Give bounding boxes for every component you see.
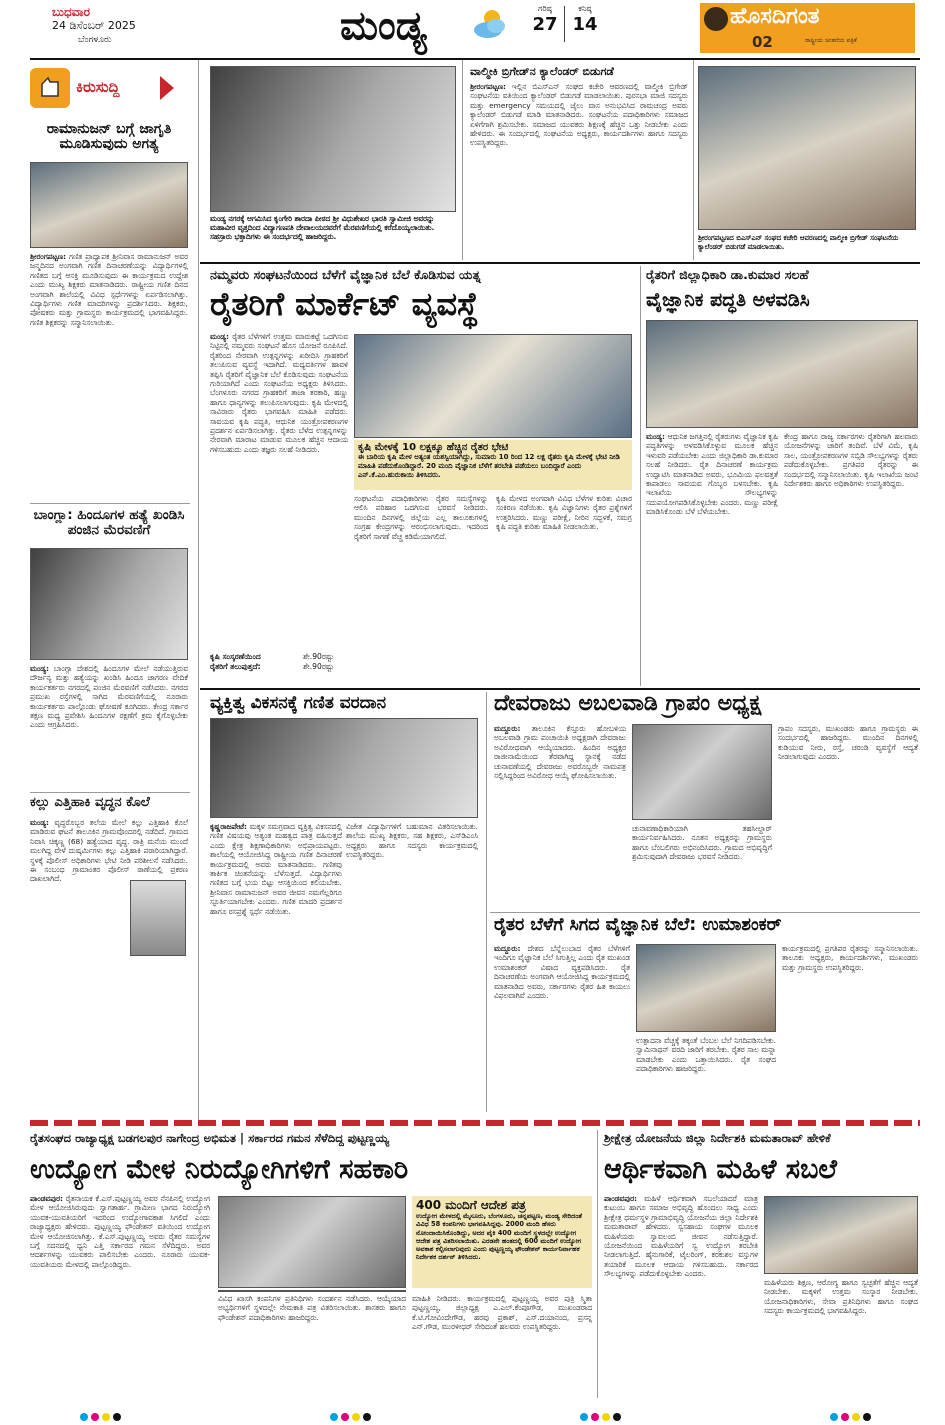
lead-kicker: ನಮ್ಮವರು ಸಂಘಟನೆಯಿಂದ ಬೆಳೆಗೆ ವೈಜ್ಞಾನಿಕ ಬೆಲೆ ಕೊಡಿಸುವ ಯತ್ನ: [210, 267, 481, 282]
sabale-body-col1: ಪಾಂಡವಪುರ: ಮಹಿಳೆ ಆರ್ಥಿಕವಾಗಿ ಸಬಲೆಯಾದರೆ ಮಾತ್ರ ಕುಟುಂಬ ಹಾಗೂ ಸಮಾಜ ಅಭಿವೃದ್ಧಿ ಹೊಂದಲು ಸಾಧ್ಯ ಎಂದು ಶ್ರೀಕ್ಷೇತ್ರ ಧರ್ಮಸ್ಥಳ ಗ್ರಾಮಾಭಿವೃದ್ಧಿ ಯೋಜನೆಯ ಜಿಲ್ಲಾ ನಿರ್ದೇಶಕಿ ಮಮತಾರಾವ್ ಹೇಳಿದರು. ಸ್ವಸಹಾಯ ಸಂಘಗಳ ಮೂಲಕ ಮಹಿಳೆಯರು ಸ್ವಾವಲಂಬಿ ಜೀವನ ನಡೆಸುತ್ತಿದ್ದಾರೆ. ಯೋಜನೆಯಿಂದ ಮಹಿಳೆಯರಿಗೆ ಸ್ವ ಉದ್ಯೋಗ ತರಬೇತಿ ನೀಡಲಾಗುತ್ತಿದೆ. ಹೈನುಗಾರಿಕೆ, ಟೈಲರಿಂಗ್, ಕರಕುಶಲ ವಸ್ತುಗಳ ತಯಾರಿಕೆ ಮೂಲಕ ಆದಾಯ ಗಳಿಸಬಹುದು. ಸರ್ಕಾರದ ಸೌಲಭ್ಯಗಳನ್ನು ಪಡೆದುಕೊಳ್ಳಬೇಕು ಎಂದರು.: [604, 1194, 758, 1279]
lead-body-col1: ಮಂಡ್ಯ: ರೈತರ ಬೆಳೆಗಳಿಗೆ ಉತ್ತಮ ಮಾರುಕಟ್ಟೆ ಒದಗಿಸುವ ನಿಟ್ಟಿನಲ್ಲಿ ನಮ್ಮವರು ಸಂಘಟನೆ ಹೊಸ ಯೋಜನೆ ರೂಪಿಸಿದೆ. ರೈತರಿಂದ ನೇರವಾಗಿ ಉತ್ಪನ್ನಗಳನ್ನು ಖರೀದಿಸಿ ಗ್ರಾಹಕರಿಗೆ ತಲುಪಿಸುವ ವ್ಯವಸ್ಥೆ ಇದಾಗಿದೆ. ಮಧ್ಯವರ್ತಿಗಳ ಹಾವಳಿ ತಪ್ಪಿಸಿ ರೈತರಿಗೆ ವೈಜ್ಞಾನಿಕ ಬೆಲೆ ಕೊಡಿಸುವುದು ಸಂಘಟನೆಯ ಗುರಿಯಾಗಿದೆ ಎಂದು ಸಂಘಟನೆಯ ಅಧ್ಯಕ್ಷರು ತಿಳಿಸಿದರು. ಬೆಂಗಳೂರು ನಗರದ ಗ್ರಾಹಕರಿಗೆ ತಾಜಾ ತರಕಾರಿ, ಹಣ್ಣು ಹಾಗೂ ಧಾನ್ಯಗಳನ್ನು ತಲುಪಿಸಲಾಗುವುದು. ಕೃಷಿ ಮೇಳದಲ್ಲಿ ಸಾವಿರಾರು ರೈತರು ಭಾಗವಹಿಸಿ ಮಾಹಿತಿ ಪಡೆದರು. ಸಾವಯವ ಕೃಷಿ ಪದ್ಧತಿ, ಆಧುನಿಕ ಯಂತ್ರೋಪಕರಣಗಳ ಪ್ರದರ್ಶನ ಏರ್ಪಡಿಸಲಾಗಿತ್ತು. ರೈತರು ಬೆಳೆದ ಉತ್ಪನ್ನಗಳನ್ನು ನೇರವಾಗಿ ಮಾರಾಟ ಮಾಡುವ ಮೂಲಕ ಹೆಚ್ಚಿನ ಆದಾಯ ಗಳಿಸಬಹುದು ಎಂದು ತಜ್ಞರು ಸಲಹೆ ನೀಡಿದರು.: [210, 332, 348, 454]
dc-headline: ವೈಜ್ಞಾನಿಕ ಪದ್ಧತಿ ಅಳವಡಿಸಿ: [646, 289, 810, 311]
arrow-icon: [160, 76, 174, 100]
sidebar-story3-headline: ಕಲ್ಲು ಎತ್ತಿಹಾಕಿ ವೃದ್ಧನ ಕೊಲೆ: [30, 795, 150, 810]
section-divider: [30, 1120, 920, 1126]
sabale-body-col2: ಮಹಿಳೆಯರು ಶಿಕ್ಷಣ, ಆರೋಗ್ಯ ಹಾಗೂ ಸ್ವಚ್ಛತೆಗೆ ಹೆಚ್ಚಿನ ಆದ್ಯತೆ ನೀಡಬೇಕು. ಮಕ್ಕಳಿಗೆ ಉತ್ತಮ ಸಂಸ್ಕಾರ ನೀಡಬೇಕು. ಯೋಜನಾಧಿಕಾರಿಗಳು, ಸೇವಾ ಪ್ರತಿನಿಧಿಗಳು ಹಾಗೂ ಸಂಘದ ಸದಸ್ಯರು ಕಾರ್ಯಕ್ರಮದಲ್ಲಿ ಭಾಗವಹಿಸಿದ್ದರು.: [764, 1278, 918, 1316]
lead-body-col2: ಸಂಘಟನೆಯ ಪದಾಧಿಕಾರಿಗಳು ರೈತರ ಸಮಸ್ಯೆಗಳನ್ನು ಆಲಿಸಿ ಪರಿಹಾರ ಒದಗಿಸುವ ಭರವಸೆ ನೀಡಿದರು. ಮುಂದಿನ ದಿನಗಳಲ್ಲಿ ಜಿಲ್ಲೆಯ ಎಲ್ಲ ತಾಲೂಕುಗಳಲ್ಲಿ ಸಂಗ್ರಹ ಕೇಂದ್ರಗಳನ್ನು ಆರಂಭಿಸಲಾಗುವುದು. ಇದರಿಂದ ರೈತರಿಗೆ ಸಾಗಣೆ ವೆಚ್ಚ ಕಡಿಮೆಯಾಗಲಿದೆ.: [354, 494, 488, 541]
udyoga-body-col2: ವಿವಿಧ ಖಾಸಗಿ ಕಂಪನಿಗಳ ಪ್ರತಿನಿಧಿಗಳು ಸಂದರ್ಶನ ನಡೆಸಿದರು. ಆಯ್ಕೆಯಾದ ಅಭ್ಯರ್ಥಿಗಳಿಗೆ ಸ್ಥಳದಲ್ಲೇ ನೇಮಕಾತಿ ಪತ್ರ ವಿತರಿಸಲಾಯಿತು. ಶಾಸಕರು ಹಾಗೂ ಫೌಂಡೇಶನ್ ಪದಾಧಿಕಾರಿಗಳು ಹಾಜರಿದ್ದರು.: [218, 1294, 406, 1322]
lead-box-title: ಕೃಷಿ ಮೇಳಕ್ಕೆ 10 ಲಕ್ಷಕ್ಕೂ ಹೆಚ್ಚಿನ ರೈತರ ಭೇಟಿ: [358, 442, 509, 453]
lead-highlight-box: [354, 440, 632, 490]
sidebar-story3-body-a: ಮಂಡ್ಯ: ವೃದ್ಧರೊಬ್ಬರ ತಲೆಯ ಮೇಲೆ ಕಲ್ಲು ಎತ್ತಿಹಾಕಿ ಕೊಲೆ ಮಾಡಿರುವ ಘಟನೆ ತಾಲೂಕಿನ ಗ್ರಾಮವೊಂದರಲ್ಲಿ ನಡೆದಿದೆ. ಗ್ರಾಮದ ನಿವಾಸಿ ಚಿಕ್ಕಣ್ಣ (68) ಹತ್ಯೆಯಾದ ವೃದ್ಧ. ರಾತ್ರಿ ಮನೆಯ ಮುಂದೆ ಮಲಗಿದ್ದ ವೇಳೆ ದುಷ್ಕರ್ಮಿಗಳು ಕಲ್ಲು ಎತ್ತಿಹಾಕಿ ಪರಾರಿಯಾಗಿದ್ದಾರೆ. ಸ್ಥಳಕ್ಕೆ ಪೊಲೀಸ್ ಅಧಿಕಾರಿಗಳು ಭೇಟಿ ನೀಡಿ ಪರಿಶೀಲನೆ ನಡೆಸಿದರು. ಈ ಸಂಬಂಧ ಗ್ರಾಮಾಂತರ ಪೊಲೀಸ್ ಠಾಣೆಯಲ್ಲಿ ಪ್ರಕರಣ ದಾಖಲಾಗಿದೆ.: [30, 818, 188, 884]
devaraju-body-col2: ಚುನಾವಣಾಧಿಕಾರಿಯಾಗಿ ತಹಸೀಲ್ದಾರ್ ಕಾರ್ಯನಿರ್ವಹಿಸಿದರು. ನೂತನ ಅಧ್ಯಕ್ಷರನ್ನು ಗ್ರಾಮಸ್ಥರು ಹಾಗೂ ಬೆಂಬಲಿಗರು ಅಭಿನಂದಿಸಿದರು. ಗ್ರಾಮದ ಅಭಿವೃದ್ಧಿಗೆ ಶ್ರಮಿಸುವುದಾಗಿ ದೇವರಾಜು ಭರವಸೆ ನೀಡಿದರು.: [632, 824, 772, 862]
udyoga-body-col3: ಮಾಹಿತಿ ನೀಡಿದರು. ಕಾರ್ಯಕ್ರಮದಲ್ಲಿ ಪುಟ್ಟಣ್ಣಯ್ಯ ಅವರ ಪುತ್ರಿ ಸ್ಮಿತಾ ಪುಟ್ಟಣ್ಣಯ್ಯ, ಜಿಲ್ಲಾಧ್ಯಕ್ಷ ಎ.ಎಲ್.ಕೆಂಪೂಗೌಡ, ಮುಖಂಡರಾದ ಕೆ.ಟಿ.ಗೋವಿಂದೇಗೌಡ, ಹರವು ಪ್ರಕಾಶ್, ಎಸ್.ದಯಾನಂದ, ಪ್ರಸನ್ನ ಎನ್.ಗೌಡ, ಮುರಳೀಧರ್ ಸೇರಿದಂತೆ ಹಲವರು ಉಪಸ್ಥಿತರಿದ್ದರು.: [412, 1294, 592, 1332]
uma-photo: [636, 944, 776, 1032]
page-number: 02: [752, 33, 773, 51]
brand-name: ಹೊಸದಿಗಂತ: [730, 4, 820, 29]
devaraju-body-col3: ಗ್ರಾಪಂ ಸದಸ್ಯರು, ಮುಖಂಡರು ಹಾಗೂ ಗ್ರಾಮಸ್ಥರು ಈ ಸಂದರ್ಭದಲ್ಲಿ ಹಾಜರಿದ್ದರು. ಮುಂದಿನ ದಿನಗಳಲ್ಲಿ ಕುಡಿಯುವ ನೀರು, ರಸ್ತೆ, ಚರಂಡಿ ವ್ಯವಸ್ಥೆಗೆ ಆದ್ಯತೆ ನೀಡಲಾಗುವುದು ಎಂದರು.: [778, 724, 918, 762]
uma-headline: ರೈತರ ಬೆಳೆಗೆ ಸಿಗದ ವೈಜ್ಞಾನಿಕ ಬೆಲೆ: ಉಮಾಶಂಕರ್: [494, 915, 782, 935]
weather-max: ಗರಿಷ್ಠ 27: [532, 4, 558, 35]
sidebar-story2-body: ಮಂಡ್ಯ: ಬಾಂಗ್ಲಾ ದೇಶದಲ್ಲಿ ಹಿಂದೂಗಳ ಮೇಲೆ ನಡೆಯುತ್ತಿರುವ ದೌರ್ಜನ್ಯ ಮತ್ತು ಹತ್ಯೆಯನ್ನು ಖಂಡಿಸಿ ಹಿಂದೂ ಜಾಗರಣ ವೇದಿಕೆ ಕಾರ್ಯಕರ್ತರು ನಗರದಲ್ಲಿ ಪಂಜಿನ ಮೆರವಣಿಗೆ ನಡೆಸಿದರು. ನಗರದ ಪ್ರಮುಖ ರಸ್ತೆಗಳಲ್ಲಿ ಸಾಗಿದ ಮೆರವಣಿಗೆಯಲ್ಲಿ ನೂರಾರು ಕಾರ್ಯಕರ್ತರು ಪಾಲ್ಗೊಂಡು ಘೋಷಣೆ ಕೂಗಿದರು. ಕೇಂದ್ರ ಸರ್ಕಾರ ತಕ್ಷಣ ಮಧ್ಯ ಪ್ರವೇಶಿಸಿ ಹಿಂದೂಗಳ ರಕ್ಷಣೆಗೆ ಕ್ರಮ ಕೈಗೊಳ್ಳಬೇಕು ಎಂದು ಆಗ್ರಹಿಸಿದರು.: [30, 664, 188, 730]
sidebar-story3-photo: [130, 880, 186, 956]
udyoga-box-body: ಉದ್ಯೋಗ ಮೇಳದಲ್ಲಿ ಮೈಸೂರು, ಬೆಂಗಳೂರು, ಚನ್ನಪಟ್ಟಣ, ಮಂಡ್ಯ ಸೇರಿದಂತೆ ವಿವಿಧ 58 ಕಂಪನಿಗಳು ಭಾಗವಹಿಸಿದ್ದವು. 2000 ಮಂದಿ ಹೆಸರು ನೋಂದಾಯಿಸಿಕೊಂಡಿದ್ದು, ಅದರ ಪೈಕಿ 400 ಮಂದಿಗೆ ಸ್ಥಳದಲ್ಲೇ ಉದ್ಯೋಗ ಆದೇಶ ಪತ್ರ ವಿತರಿಸಲಾಯಿತು. ಎರಡನೇ ಹಂತದಲ್ಲಿ 600 ಮಂದಿಗೆ ಉದ್ಯೋಗ ಅವಕಾಶ ಕಲ್ಪಿಸಲಾಗುವುದು ಎಂದು ಪುಟ್ಟಣ್ಣಯ್ಯ ಫೌಂಡೇಶನ್ ಕಾರ್ಯನಿರ್ವಾಹಕ ನಿರ್ದೇಶಕ ದರ್ಶನ್ ತಿಳಿಸಿದರು.: [416, 1212, 583, 1262]
udyoga-headline: ಉದ್ಯೋಗ ಮೇಳ ನಿರುದ್ಯೋಗಿಗಳಿಗೆ ಸಹಕಾರಿ: [30, 1154, 409, 1185]
ganitha-headline: ವ್ಯಕ್ತಿತ್ವ ವಿಕಸನಕ್ಕೆ ಗಣಿತ ವರದಾನ: [210, 693, 387, 713]
lead-headline: ರೈತರಿಗೆ ಮಾರ್ಕೆಟ್ ವ್ಯವಸ್ಥೆ: [210, 285, 479, 323]
hand-icon: [30, 68, 70, 108]
devaraju-photo: [632, 724, 772, 820]
lead-stats-row: ರೈತರಿಗೆ ತಲುಪುತ್ತದೆ: ಶೇ.90ರಷ್ಟು: [210, 662, 334, 671]
masthead-city: ಬೆಂಗಳೂರು: [78, 35, 112, 45]
udyoga-highlight-box: [412, 1196, 592, 1288]
dc-body-col2: ಕೇಂದ್ರ ಹಾಗೂ ರಾಜ್ಯ ಸರ್ಕಾರಗಳು ರೈತರಿಗಾಗಿ ಹಲವಾರು ಯೋಜನೆಗಳನ್ನು ಜಾರಿಗೆ ತಂದಿವೆ. ಬೆಳೆ ವಿಮೆ, ಕೃಷಿ ಸಾಲ, ಯಂತ್ರೋಪಕರಣಗಳ ಸಬ್ಸಿಡಿ ಸೌಲಭ್ಯಗಳನ್ನು ರೈತರು ಪಡೆದುಕೊಳ್ಳಬೇಕು. ಪ್ರಗತಿಪರ ರೈತರನ್ನು ಈ ಸಂದರ್ಭದಲ್ಲಿ ಸನ್ಮಾನಿಸಲಾಯಿತು. ಕೃಷಿ ಇಲಾಖೆಯ ಜಂಟಿ ನಿರ್ದೇಶಕರು ಹಾಗೂ ಅಧಿಕಾರಿಗಳು ಉಪಸ್ಥಿತರಿದ್ದರು.: [784, 432, 918, 489]
brand-emblem-icon: [704, 7, 728, 31]
top-procession-caption: ಮಂಡ್ಯ ನಗರಕ್ಕೆ ಆಗಮಿಸಿದ ಕೃಂಗೇರಿ ಶಾರದಾ ಪೀಠದ ಶ್ರೀ ವಿಧುಶೇಖರ ಭಾರತಿ ಸ್ವಾಮೀಜಿ ಅವರನ್ನು ಮಹಾವೀರ ವೃತ್ತದಿಂದ ವಿದ್ಯಾಗಣಪತಿ ದೇವಾಲಯದವರೆಗೆ ಮೆರವಣಿಗೆಯಲ್ಲಿ ಕರೆದೊಯ್ಯಲಾಯಿತು. ಸಹಸ್ರಾರು ಭಕ್ತಾದಿಗಳು ಈ ಸಂದರ್ಭದಲ್ಲಿ ಹಾಜರಿದ್ದರು.: [210, 214, 435, 241]
uma-body-col1: ಮದ್ದೂರು: ದೇಶದ ಬೆನ್ನೆಲುಬಾದ ರೈತರ ಬೆಳೆಗಳಿಗೆ ಇಂದಿಗೂ ವೈಜ್ಞಾನಿಕ ಬೆಲೆ ಸಿಗುತ್ತಿಲ್ಲ ಎಂದು ರೈತ ಮುಖಂಡ ಉಮಾಶಂಕರ್ ವಿಷಾದ ವ್ಯಕ್ತಪಡಿಸಿದರು. ರೈತ ದಿನಾಚರಣೆಯ ಅಂಗವಾಗಿ ಆಯೋಜಿಸಿದ್ದ ಕಾರ್ಯಕ್ರಮದಲ್ಲಿ ಮಾತನಾಡಿದ ಅವರು, ಸರ್ಕಾರಗಳು ರೈತರ ಹಿತ ಕಾಯಲು ವಿಫಲವಾಗಿವೆ ಎಂದರು.: [494, 944, 630, 1001]
registration-marks: [80, 1406, 124, 1425]
masthead-date-block: [52, 6, 202, 47]
sidebar-story1-photo: [30, 162, 188, 248]
registration-marks: [580, 1406, 624, 1425]
calendar-headline: ವಾಲ್ಮೀಕಿ ಬ್ರಿಗೇಡ್‌ನ ಕ್ಯಾಲೆಂಡರ್ ಬಿಡುಗಡೆ: [470, 65, 614, 78]
devaraju-headline: ದೇವರಾಜು ಅಬಲವಾಡಿ ಗ್ರಾಪಂ ಅಧ್ಯಕ್ಷ: [494, 691, 762, 716]
sabale-photo: [764, 1196, 918, 1274]
uma-body-col2: ಉತ್ಪಾದನಾ ವೆಚ್ಚಕ್ಕೆ ತಕ್ಕಂತೆ ಬೆಂಬಲ ಬೆಲೆ ನಿಗದಿಪಡಿಸಬೇಕು. ಸ್ವಾಮಿನಾಥನ್ ವರದಿ ಜಾರಿಗೆ ತರಬೇಕು. ರೈತರ ಸಾಲ ಮನ್ನಾ ಮಾಡಬೇಕು ಎಂದು ಒತ್ತಾಯಿಸಿದರು. ರೈತ ಸಂಘದ ಪದಾಧಿಕಾರಿಗಳು ಹಾಜರಿದ್ದರು.: [636, 1036, 776, 1074]
uma-body-col3: ಕಾರ್ಯಕ್ರಮದಲ್ಲಿ ಪ್ರಗತಿಪರ ರೈತರನ್ನು ಸನ್ಮಾನಿಸಲಾಯಿತು. ತಾಲೂಕು ಅಧ್ಯಕ್ಷರು, ಕಾರ್ಯದರ್ಶಿಗಳು, ಮುಖಂಡರು ಮತ್ತು ಗ್ರಾಮಸ್ಥರು ಉಪಸ್ಥಿತರಿದ್ದರು.: [782, 944, 918, 972]
lead-photo: [354, 334, 632, 438]
dc-kicker: ರೈತರಿಗೆ ಜಿಲ್ಲಾಧಿಕಾರಿ ಡಾ.ಕುಮಾರ ಸಲಹೆ: [646, 267, 809, 282]
weather-icon: [470, 4, 510, 44]
udyoga-body-col1: ಪಾಂಡವಪುರ: ರೈತನಾಯಕ ಕೆ.ಎಸ್.ಪುಟ್ಟಣ್ಣಯ್ಯ ಅವರ ನೆನಪಿನಲ್ಲಿ ಉದ್ಯೋಗ ಮೇಳ ಆಯೋಜಿಸಿರುವುದು ಸ್ವಾಗತಾರ್ಹ. ಗ್ರಾಮೀಣ ಭಾಗದ ನಿರುದ್ಯೋಗಿ ಯುವಕ-ಯುವತಿಯರಿಗೆ ಇದರಿಂದ ಉದ್ಯೋಗಾವಕಾಶ ಸಿಗಲಿದೆ ಎಂದು ರಾಜ್ಯಾಧ್ಯಕ್ಷರು ಹೇಳಿದರು. ಪುಟ್ಟಣ್ಣಯ್ಯ ಫೌಂಡೇಶನ್ ವತಿಯಿಂದ ಉದ್ಯೋಗ ಮೇಳ ಆಯೋಜಿಸಲಾಗಿತ್ತು. ಕೆ.ಎಸ್.ಪುಟ್ಟಣ್ಣಯ್ಯ ಅವರು ರೈತರ ಸಮಸ್ಯೆಗಳ ಬಗ್ಗೆ ಸದನದಲ್ಲಿ ಧ್ವನಿ ಎತ್ತಿ ಸರ್ಕಾರದ ಗಮನ ಸೆಳೆದಿದ್ದರು. ಅವರ ಆದರ್ಶಗಳನ್ನು ಯುವಕರು ಪಾಲಿಸಬೇಕು ಎಂದರು. ನೂರಾರು ಯುವಕ-ಯುವತಿಯರು ಮೇಳದಲ್ಲಿ ಪಾಲ್ಗೊಂಡಿದ್ದರು.: [30, 1194, 210, 1269]
brand-logo: [700, 3, 915, 53]
ganitha-body-col2: ವಿಜೇತ ವಿದ್ಯಾರ್ಥಿಗಳಿಗೆ ಬಹುಮಾನ ವಿತರಿಸಲಾಯಿತು. ಶಾಲೆಯ ಮುಖ್ಯ ಶಿಕ್ಷಕರು, ಸಹ ಶಿಕ್ಷಕರು, ಎಸ್‌ಡಿಎಂಸಿ ಅಧ್ಯಕ್ಷರು ಹಾಗೂ ಸದಸ್ಯರು ಕಾರ್ಯಕ್ರಮದಲ್ಲಿ ಉಪಸ್ಥಿತರಿದ್ದರು.: [346, 822, 478, 860]
devaraju-body-col1: ಮದ್ದೂರು: ತಾಲೂಕಿನ ಕೆಸ್ತೂರು ಹೋಬಳಿಯ ಅಬಲವಾಡಿ ಗ್ರಾಮ ಪಂಚಾಯಿತಿ ಅಧ್ಯಕ್ಷರಾಗಿ ದೇವರಾಜು ಅವಿರೋಧವಾಗಿ ಆಯ್ಕೆಯಾದರು. ಹಿಂದಿನ ಅಧ್ಯಕ್ಷರ ರಾಜೀನಾಮೆಯಿಂದ ತೆರವಾಗಿದ್ದ ಸ್ಥಾನಕ್ಕೆ ನಡೆದ ಚುನಾವಣೆಯಲ್ಲಿ ದೇವರಾಜು ಅವರೊಬ್ಬರೇ ನಾಮಪತ್ರ ಸಲ್ಲಿಸಿದ್ದರಿಂದ ಅವಿರೋಧ ಆಯ್ಕೆ ಘೋಷಿಸಲಾಯಿತು.: [494, 724, 626, 781]
top-procession-photo: [210, 66, 456, 212]
calendar-body: ಶ್ರೀರಂಗಪಟ್ಟಣ: ಇಲ್ಲಿನ ಬಿಎಸ್‌ಎನ್ ಸಂಘದ ಕಚೇರಿ ಆವರಣದಲ್ಲಿ ವಾಲ್ಮೀಕಿ ಬ್ರಿಗೇಡ್ ಸಂಘಟನೆಯ ವತಿಯಿಂದ ಕ್ಯಾಲೆಂಡರ್ ಬಿಡುಗಡೆ ಮಾಡಲಾಯಿತು. ಪುರಸಭಾ ಮಾಜಿ ಸದಸ್ಯರು ಮತ್ತು emergency ಸಮಯದಲ್ಲಿ ಜೈಲು ವಾಸ ಅನುಭವಿಸಿದ ರಾಮಚಂದ್ರ ಅವರು ಕ್ಯಾಲೆಂಡರ್ ಬಿಡುಗಡೆ ಮಾಡಿ ಮಾತನಾಡಿದರು. ಸಂಘಟನೆಯ ಪದಾಧಿಕಾರಿಗಳು ಸಮಾಜದ ಏಳಿಗೆಗಾಗಿ ಶ್ರಮಿಸಬೇಕು. ಸಮಾಜದ ಯುವಕರು ಶಿಕ್ಷಣಕ್ಕೆ ಹೆಚ್ಚಿನ ಒತ್ತು ನೀಡಬೇಕು ಎಂದು ಹೇಳಿದರು. ಈ ಸಂದರ್ಭದಲ್ಲಿ ಸಂಘಟನೆಯ ಅಧ್ಯಕ್ಷರು, ಕಾರ್ಯದರ್ಶಿಗಳು ಹಾಗೂ ಸದಸ್ಯರು ಉಪಸ್ಥಿತರಿದ್ದರು.: [470, 82, 688, 148]
sabale-headline: ಆರ್ಥಿಕವಾಗಿ ಮಹಿಳೆ ಸಬಲೆ: [604, 1154, 837, 1185]
udyoga-box-title: 400 ಮಂದಿಗೆ ಆದೇಶ ಪತ್ರ: [416, 1198, 526, 1212]
registration-marks: [830, 1406, 874, 1425]
sidebar-story1-body: ಶ್ರೀರಂಗಪಟ್ಟಣ: ಗಣಿತ ಪ್ರಾಧ್ಯಾಪಕ ಶ್ರೀನಿವಾಸ ರಾಮಾನುಜನ್ ಅವರ ಜನ್ಮದಿನದ ಅಂಗವಾಗಿ ಗಣಿತ ದಿನಾಚರಣೆಯನ್ನು ವಿದ್ಯಾರ್ಥಿಗಳಲ್ಲಿ ಗಣಿತದ ಬಗ್ಗೆ ಆಸಕ್ತಿ ಮೂಡಿಸುವುದು ಈ ಕಾರ್ಯಕ್ರಮದ ಉದ್ದೇಶ ಎಂದು ಮುಖ್ಯ ಶಿಕ್ಷಕರು ಮಾತನಾಡಿದರು. ರಾಷ್ಟ್ರೀಯ ಗಣಿತ ದಿನದ ಅಂಗವಾಗಿ ಶಾಲೆಯಲ್ಲಿ ವಿವಿಧ ಸ್ಪರ್ಧೆಗಳನ್ನು ಏರ್ಪಡಿಸಲಾಗಿತ್ತು. ವಿದ್ಯಾರ್ಥಿಗಳು ಗಣಿತ ಮಾದರಿಗಳನ್ನು ಪ್ರದರ್ಶಿಸಿದರು. ಶಿಕ್ಷಕರು, ಪೋಷಕರು ಮತ್ತು ಗ್ರಾಮಸ್ಥರು ಕಾರ್ಯಕ್ರಮದಲ್ಲಿ ಭಾಗವಹಿಸಿದ್ದರು. ಗಣಿತ ಶಿಕ್ಷಕರನ್ನು ಸನ್ಮಾನಿಸಲಾಯಿತು.: [30, 252, 188, 327]
lead-stats-row: ಕೃಷಿ ಸಂಸ್ಕರಣೆಯಿಂದ ಶೇ.90ರಷ್ಟು: [210, 652, 335, 661]
calendar-photo: [698, 66, 916, 230]
dateline: ಶ್ರೀರಂಗಪಟ್ಟಣ:: [30, 252, 66, 261]
dc-photo: [646, 320, 918, 428]
sidebar-story2-photo: [30, 548, 188, 660]
page-title: ಮಂಡ್ಯ: [340, 3, 427, 49]
ganitha-photo: [210, 718, 478, 818]
sidebar-story1-headline: ರಾಮಾನುಜನ್ ಬಗ್ಗೆ ಜಾಗೃತಿ ಮೂಡಿಸುವುದು ಅಗತ್ಯ: [46, 121, 172, 153]
udyoga-kicker: ರೈತಸಂಘದ ರಾಜ್ಯಾಧ್ಯಕ್ಷ ಬಡಗಲಪುರ ನಾಗೇಂದ್ರ ಅಭಿಮತ | ಸರ್ಕಾರದ ಗಮನ ಸೆಳೆದಿದ್ದ ಪುಟ್ಟಣ್ಣಯ್ಯ: [30, 1131, 390, 1145]
ganitha-body-col1: ಕೃಷ್ಣರಾಜಪೇಟೆ: ಮಕ್ಕಳ ಸಮಗ್ರವಾದ ವ್ಯಕ್ತಿತ್ವ ವಿಕಸನದಲ್ಲಿ ಗಣಿತ ವಿಷಯವು ಅತ್ಯಂತ ಮಹತ್ವದ ಪಾತ್ರ ವಹಿಸುತ್ತದೆ ಎಂದು ಕ್ಷೇತ್ರ ಶಿಕ್ಷಣಾಧಿಕಾರಿಗಳು ಅಭಿಪ್ರಾಯಪಟ್ಟರು. ಶಾಲೆಯಲ್ಲಿ ಆಯೋಜಿಸಿದ್ದ ರಾಷ್ಟ್ರೀಯ ಗಣಿತ ದಿನಾಚರಣೆ ಕಾರ್ಯಕ್ರಮದಲ್ಲಿ ಅವರು ಮಾತನಾಡಿದರು. ಗಣಿತವು ತಾರ್ಕಿಕ ಚಿಂತನೆಯನ್ನು ಬೆಳೆಸುತ್ತದೆ. ವಿದ್ಯಾರ್ಥಿಗಳು ಗಣಿತದ ಬಗ್ಗೆ ಭಯ ಬಿಟ್ಟು ಆಸಕ್ತಿಯಿಂದ ಕಲಿಯಬೇಕು. ಶ್ರೀನಿವಾಸ ರಾಮಾನುಜನ್ ಅವರ ಜೀವನ ನಮಗೆಲ್ಲರಿಗೂ ಸ್ಫೂರ್ತಿಯಾಗಬೇಕು ಎಂದರು. ಗಣಿತ ಮಾದರಿ ಪ್ರದರ್ಶನ ಹಾಗೂ ರಸಪ್ರಶ್ನೆ ಸ್ಪರ್ಧೆ ನಡೆಯಿತು.: [210, 822, 342, 916]
udyoga-photo-1: [218, 1196, 406, 1288]
registration-marks: [330, 1406, 374, 1425]
masthead-date: 24 ಡಿಸೆಂಬರ್ 2025: [52, 19, 136, 32]
udyoga-photo-2: [218, 1290, 406, 1292]
sidebar-logo-text: ಕಿರುಸುದ್ದಿ: [76, 78, 120, 96]
brand-tagline: ರಾಷ್ಟ್ರೀಯ ಚಿಂತನೆಯ ಪತ್ರಿಕೆ: [805, 37, 857, 44]
sidebar-logo: [30, 68, 185, 114]
masthead-day: ಬುಧವಾರ: [52, 5, 90, 19]
weather-min: ಕನಿಷ್ಠ 14: [572, 4, 598, 35]
lead-box-body: ಈ ಬಾರಿಯ ಕೃಷಿ ಮೇಳ ಅತ್ಯಂತ ಯಶಸ್ವಿಯಾಗಿದ್ದು, ಸುಮಾರು 10 ರಿಂದ 12 ಲಕ್ಷ ರೈತರು ಕೃಷಿ ಮೇಳಕ್ಕೆ ಭೇಟಿ ನೀಡಿ ಮಾಹಿತಿ ಪಡೆದುಕೊಂಡಿದ್ದಾರೆ. 20 ಮಂದಿ ವೈಜ್ಞಾನಿಕ ಬೆಳೆಗೆ ತರಬೇತಿ ಪಡೆಯಲು ಬಂದಿದ್ದಾರೆ ಎಂದು ಎನ್.ಕೆ.ಎಂ.ಹುರುಕಾಯಿ ತಿಳಿಸಿದರು.: [358, 453, 620, 479]
sidebar-story2-headline: ಬಾಂಗ್ಲಾ: ಹಿಂದೂಗಳ ಹತ್ಯೆ ಖಂಡಿಸಿ ಪಂಜಿನ ಮೆರವಣಿಗೆ: [33, 507, 185, 538]
masthead: [0, 0, 945, 58]
calendar-caption: ಶ್ರೀರಂಗಪಟ್ಟಣದ ಬಿಎಸ್‌ಎನ್ ಸಂಘದ ಕಚೇರಿ ಆವರಣದಲ್ಲಿ ವಾಲ್ಮೀಕಿ ಬ್ರಿಗೇಡ್ ಸಂಘಟನೆಯ ಕ್ಯಾಲೆಂಡರ್ ಬಿಡುಗಡೆ ಮಾಡಲಾಯಿತು.: [698, 234, 899, 251]
sabale-kicker: ಶ್ರೀಕ್ಷೇತ್ರ ಯೋಜನೆಯ ಜಿಲ್ಲಾ ನಿರ್ದೇಶಕಿ ಮಮತಾರಾವ್ ಹೇಳಿಕೆ: [604, 1131, 831, 1145]
lead-body-col3: ಕೃಷಿ ಮೇಳದ ಅಂಗವಾಗಿ ವಿವಿಧ ಬೆಳೆಗಳ ಕುರಿತು ವಿಚಾರ ಸಂಕಿರಣ ನಡೆಯಿತು. ಕೃಷಿ ವಿಜ್ಞಾನಿಗಳು ರೈತರ ಪ್ರಶ್ನೆಗಳಿಗೆ ಉತ್ತರಿಸಿದರು. ಮಣ್ಣು ಪರೀಕ್ಷೆ, ನೀರಿನ ಸದ್ಬಳಕೆ, ಸಮಗ್ರ ಕೃಷಿ ಪದ್ಧತಿ ಕುರಿತು ಮಾಹಿತಿ ನೀಡಲಾಯಿತು.: [496, 494, 632, 532]
dc-body-col1: ಮಂಡ್ಯ: ಆಧುನಿಕ ಜಗತ್ತಿನಲ್ಲಿ ರೈತರುಗಳು ವೈಜ್ಞಾನಿಕ ಕೃಷಿ ಪದ್ಧತಿಗಳನ್ನು ಅಳವಡಿಸಿಕೊಳ್ಳುವ ಮೂಲಕ ಹೆಚ್ಚಿನ ಇಳುವರಿ ಪಡೆಯಬೇಕು ಎಂದು ಜಿಲ್ಲಾಧಿಕಾರಿ ಡಾ.ಕುಮಾರ ಸಲಹೆ ನೀಡಿದರು. ರೈತ ದಿನಾಚರಣೆ ಕಾರ್ಯಕ್ರಮ ಉದ್ಘಾಟಿಸಿ ಮಾತನಾಡಿದ ಅವರು, ಭೂಮಿಯ ಫಲವತ್ತತೆ ಕಾಪಾಡಲು ಸಾವಯವ ಗೊಬ್ಬರ ಬಳಸಬೇಕು. ಕೃಷಿ ಇಲಾಖೆಯ ಸೌಲಭ್ಯಗಳನ್ನು ಸದುಪಯೋಗಪಡಿಸಿಕೊಳ್ಳಬೇಕು ಎಂದರು. ಮಣ್ಣು ಪರೀಕ್ಷೆ ಮಾಡಿಸಿಕೊಂಡು ಬೆಳೆ ಬೆಳೆಯಬೇಕು.: [646, 432, 778, 517]
